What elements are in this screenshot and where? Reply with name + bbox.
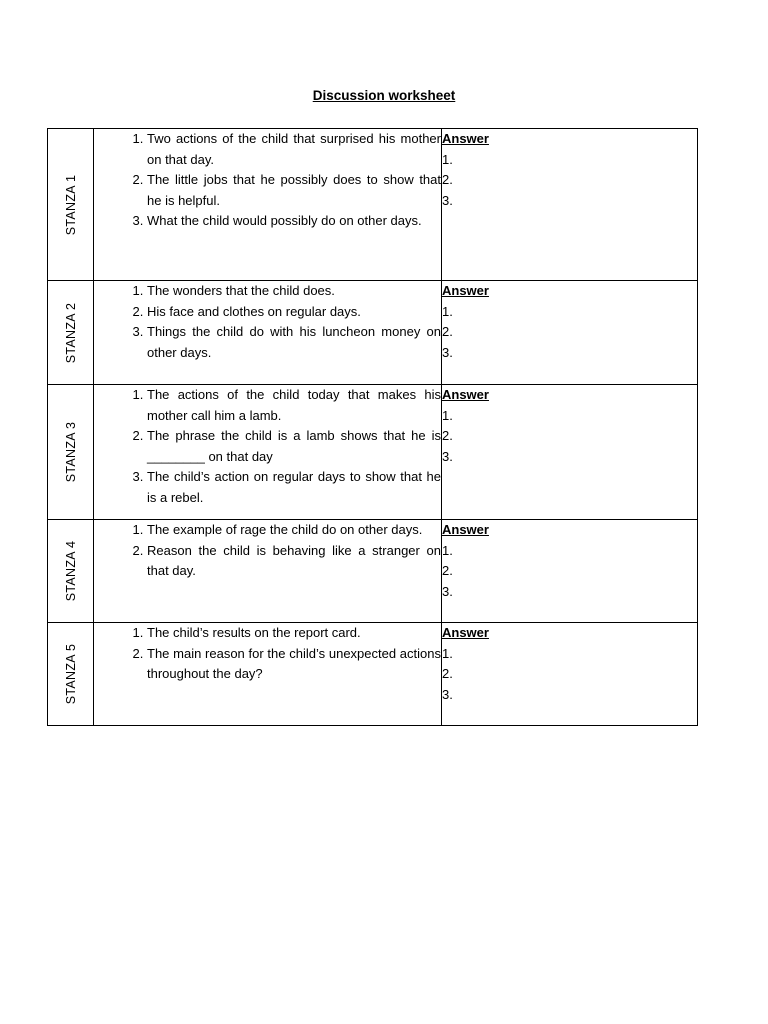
questions-cell bbox=[94, 281, 442, 385]
answer-heading: Answer bbox=[442, 387, 489, 402]
question-item: 2. The phrase the child is a lamb shows that he is ________ on that day bbox=[147, 426, 441, 467]
question-item: 2. The little jobs that he possibly does to show that he is helpful. bbox=[147, 170, 441, 211]
answer-line: 3. bbox=[442, 583, 453, 599]
question-item: 3. What the child would possibly do on other days. bbox=[147, 211, 441, 232]
stanza-row bbox=[48, 623, 698, 726]
stanza-label: STANZA 3 bbox=[63, 421, 78, 483]
stanza-row bbox=[48, 520, 698, 623]
answers-cell bbox=[442, 129, 698, 281]
answer-line: 2. bbox=[442, 428, 453, 443]
question-list bbox=[94, 520, 441, 582]
stanza-label: STANZA 4 bbox=[63, 540, 78, 602]
answer-line: 1. bbox=[442, 151, 453, 167]
questions-cell bbox=[94, 129, 442, 281]
answer-line: 2. bbox=[442, 563, 453, 578]
question-item: 2. His face and clothes on regular days. bbox=[147, 302, 441, 323]
question-item: 1. The actions of the child today that makes his mother call him a lamb. bbox=[147, 385, 441, 426]
answers-cell bbox=[442, 385, 698, 520]
answer-line: 1. bbox=[442, 303, 453, 319]
question-list bbox=[94, 129, 441, 232]
worksheet-table bbox=[47, 128, 698, 726]
question-list bbox=[94, 623, 441, 685]
question-item: 3. Things the child do with his luncheon money on other days. bbox=[147, 322, 441, 363]
page-title: Discussion worksheet bbox=[312, 88, 456, 103]
answer-line: 2. bbox=[442, 666, 453, 681]
stanza-label-cell bbox=[48, 281, 94, 385]
question-list bbox=[94, 281, 441, 363]
answer-line: 3. bbox=[442, 686, 453, 702]
stanza-label: STANZA 1 bbox=[63, 174, 78, 235]
question-item: 1. The example of rage the child do on other days. bbox=[147, 520, 441, 541]
answers-cell bbox=[442, 281, 698, 385]
answer-line: 2. bbox=[442, 172, 453, 187]
question-list bbox=[94, 385, 441, 508]
questions-cell bbox=[94, 623, 442, 726]
stanza-row bbox=[48, 281, 698, 385]
question-item: 1. The wonders that the child does. bbox=[147, 281, 441, 302]
answer-line: 2. bbox=[442, 324, 453, 339]
answer-line: 1. bbox=[442, 645, 453, 661]
answer-heading: Answer bbox=[442, 283, 489, 298]
answer-line: 3. bbox=[442, 448, 453, 464]
answer-heading: Answer bbox=[442, 131, 489, 146]
answer-line: 3. bbox=[442, 192, 453, 208]
answer-line: 1. bbox=[442, 407, 453, 423]
question-item: 1. Two actions of the child that surprised his mother on that day. bbox=[147, 129, 441, 170]
stanza-row bbox=[48, 129, 698, 281]
stanza-label-cell bbox=[48, 385, 94, 520]
answers-cell bbox=[442, 520, 698, 623]
stanza-row bbox=[48, 385, 698, 520]
answer-line: 3. bbox=[442, 344, 453, 360]
stanza-label: STANZA 5 bbox=[63, 643, 78, 705]
questions-cell bbox=[94, 520, 442, 623]
question-item: 2. Reason the child is behaving like a stranger on that day. bbox=[147, 541, 441, 582]
answers-cell bbox=[442, 623, 698, 726]
answer-heading: Answer bbox=[442, 522, 489, 537]
stanza-label-cell bbox=[48, 623, 94, 726]
stanza-label: STANZA 2 bbox=[63, 302, 78, 363]
answer-line: 1. bbox=[442, 542, 453, 558]
question-item: 1. The child’s results on the report card. bbox=[147, 623, 441, 644]
question-item: 2. The main reason for the child’s unexpected actions throughout the day? bbox=[147, 644, 441, 685]
answer-heading: Answer bbox=[442, 625, 489, 640]
questions-cell bbox=[94, 385, 442, 520]
stanza-label-cell bbox=[48, 520, 94, 623]
stanza-label-cell bbox=[48, 129, 94, 281]
question-item: 3. The child’s action on regular days to show that he is a rebel. bbox=[147, 467, 441, 508]
